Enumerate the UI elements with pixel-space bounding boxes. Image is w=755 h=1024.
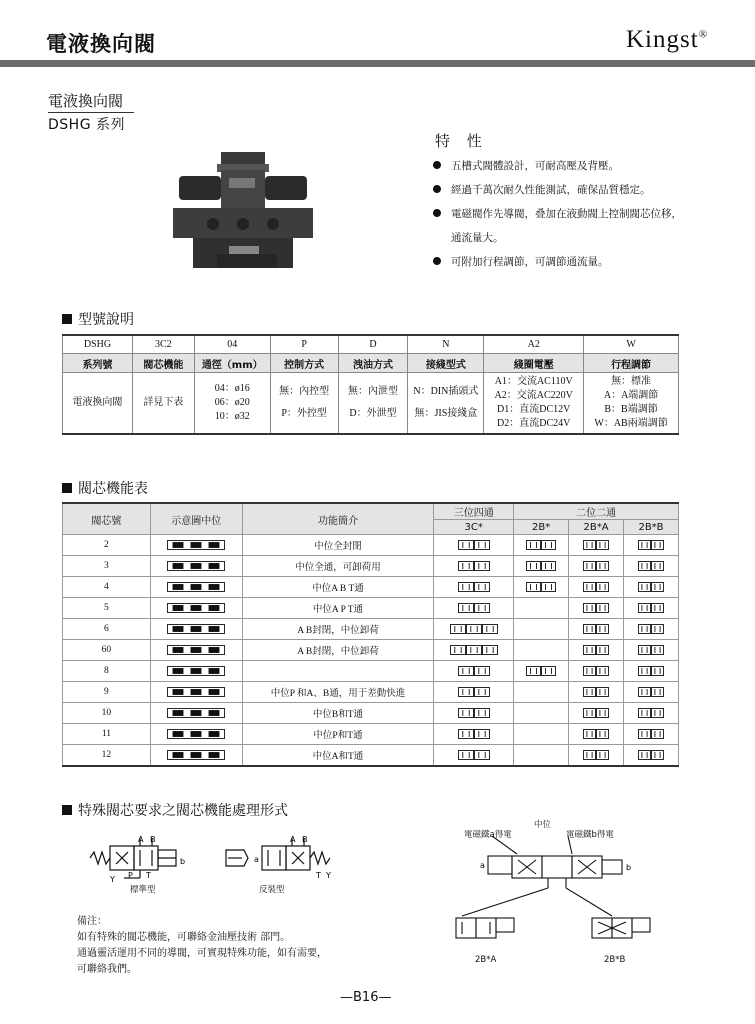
spool-desc — [242, 661, 434, 682]
spool-desc: 中位A B T通 — [242, 577, 434, 598]
two-position-b-symbol-icon — [638, 686, 664, 698]
series-value: 電液換向閥 — [63, 373, 133, 435]
spool-no: 4 — [63, 577, 151, 598]
center-position-label: 中位 — [534, 820, 552, 830]
page-header-title: 電液換向閥 — [46, 32, 156, 56]
special-section-heading — [62, 800, 288, 820]
code-cell: N — [408, 335, 484, 354]
symbol-2bb — [624, 682, 679, 703]
model-section-title: 型號說明 — [78, 312, 134, 328]
spool-schematic-icon — [167, 539, 225, 551]
spool-row — [63, 598, 679, 619]
three-position-symbol-icon — [458, 539, 490, 551]
square-bullet-icon — [62, 805, 72, 815]
three-position-symbol-icon — [458, 665, 490, 677]
registered-mark: ® — [698, 28, 709, 41]
spool-schematic — [150, 682, 242, 703]
symbol-2bb — [624, 577, 679, 598]
spool-schematic — [150, 661, 242, 682]
feature-text: 可附加行程調節，可調節通流量。 — [451, 256, 609, 268]
brand-name: Kingst — [626, 26, 699, 53]
feature-item-continued — [433, 232, 733, 245]
feature-text: 通流量大。 — [451, 232, 504, 244]
label-2ba: 2B*A — [475, 955, 497, 965]
spool-value: 詳見下表 — [132, 373, 194, 435]
symbol-2bb — [624, 556, 679, 577]
spool-desc: A B封閉，中位卸荷 — [242, 640, 434, 661]
spool-row — [63, 619, 679, 640]
symbol-2b — [514, 577, 569, 598]
code-cell: DSHG — [63, 335, 133, 354]
spool-desc: 中位P和T通 — [242, 724, 434, 745]
two-position-a-symbol-icon — [583, 728, 609, 740]
bullet-icon — [433, 257, 441, 265]
product-name-text: 電液換向閥 — [48, 92, 124, 110]
svg-text:B: B — [150, 835, 156, 844]
reversed-type-symbol — [218, 834, 336, 886]
spool-header-row-1 — [63, 503, 679, 520]
model-section-heading — [62, 309, 134, 329]
feature-item — [433, 160, 733, 173]
two-position-b-symbol-icon — [638, 560, 664, 572]
code-row — [63, 335, 679, 354]
symbol-3c — [434, 682, 514, 703]
note-line: 通過靈活運用不同的導閥，可實現特殊功能，如有需要， — [77, 948, 327, 959]
valve-photo — [173, 150, 313, 275]
feature-item — [433, 208, 733, 221]
header-2bb: 2B*B — [624, 520, 679, 535]
symbol-2ba — [569, 745, 624, 767]
symbol-2ba — [569, 535, 624, 556]
symbol-3c — [434, 703, 514, 724]
spool-schematic-icon — [167, 728, 225, 740]
spool-desc: A B封閉，中位卸荷 — [242, 619, 434, 640]
coil-a-label: 電磁鐵a得電 — [464, 830, 512, 840]
voltage-values: A1：交流AC110V A2：交流AC220V D1：直流DC12V D2：直流DC24V — [484, 373, 584, 435]
product-name-underline — [48, 112, 134, 113]
symbol-2bb — [624, 745, 679, 767]
svg-text:P: P — [128, 871, 133, 880]
three-position-symbol-icon — [458, 707, 490, 719]
spool-no: 8 — [63, 661, 151, 682]
two-position-a-symbol-icon — [583, 749, 609, 761]
note-line: 可聯絡我們。 — [77, 964, 137, 975]
symbol-2ba — [569, 640, 624, 661]
symbol-2bb — [624, 703, 679, 724]
three-position-symbol-icon — [458, 560, 490, 572]
symbol-2bb — [624, 535, 679, 556]
spool-schematic — [150, 556, 242, 577]
symbol-3c — [434, 619, 514, 640]
symbol-2ba — [569, 598, 624, 619]
svg-text:B: B — [302, 835, 308, 844]
spool-section-heading — [62, 478, 148, 498]
svg-text:T: T — [146, 871, 151, 880]
code-cell: W — [584, 335, 679, 354]
symbol-2b — [514, 640, 569, 661]
two-position-b-symbol-icon — [638, 623, 664, 635]
symbol-3c — [434, 745, 514, 767]
bullet-icon — [433, 209, 441, 217]
two-position-b-symbol-icon — [638, 728, 664, 740]
two-position-b-symbol-icon — [638, 581, 664, 593]
spool-row — [63, 745, 679, 767]
header-divider-bar — [0, 60, 755, 67]
drain-values: 無：內泄型 D：外泄型 — [338, 373, 408, 435]
spool-row — [63, 703, 679, 724]
spool-no: 2 — [63, 535, 151, 556]
square-bullet-icon — [62, 314, 72, 324]
product-series: DSHG 系列 — [48, 117, 125, 133]
spool-row — [63, 577, 679, 598]
header-cell: 系列號 — [63, 354, 133, 373]
three-position-symbol-icon — [458, 581, 490, 593]
spool-desc: 中位B和T通 — [242, 703, 434, 724]
symbol-3c — [434, 598, 514, 619]
symbol-2bb — [624, 661, 679, 682]
brand-logo — [626, 26, 708, 54]
symbol-2ba — [569, 619, 624, 640]
note-block — [77, 914, 327, 978]
feature-item — [433, 256, 733, 269]
spool-row — [63, 661, 679, 682]
stroke-values: 無：標准 A：A端調節 B：B端調節 W：AB兩端調節 — [584, 373, 679, 435]
coil-b-label: 電磁鐵b得電 — [566, 830, 614, 840]
svg-text:b: b — [180, 857, 186, 866]
three-position-symbol-icon — [458, 686, 490, 698]
symbol-2ba — [569, 661, 624, 682]
symbol-2ba — [569, 724, 624, 745]
spool-schematic-icon — [167, 581, 225, 593]
spool-schematic-icon — [167, 749, 225, 761]
header-cell: 閥芯機能 — [132, 354, 194, 373]
header-cell: 接綫型式 — [408, 354, 484, 373]
header-schematic: 示意圖中位 — [150, 503, 242, 535]
two-position-a-symbol-icon — [583, 644, 609, 656]
feature-text: 經過千萬次耐久性能測試，確保品質穩定。 — [451, 184, 651, 196]
symbol-2b — [514, 619, 569, 640]
two-position-a-symbol-icon — [583, 560, 609, 572]
standard-type-label: 標準型 — [130, 885, 156, 895]
standard-type-symbol — [88, 834, 200, 886]
spool-schematic-icon — [167, 560, 225, 572]
two-position-symbol-icon — [526, 665, 556, 677]
header-row — [63, 354, 679, 373]
spool-section-title: 閥芯機能表 — [78, 481, 148, 497]
spool-row — [63, 535, 679, 556]
special-function-diagram — [452, 836, 662, 956]
code-cell: A2 — [484, 335, 584, 354]
spool-schematic — [150, 598, 242, 619]
spool-no: 11 — [63, 724, 151, 745]
svg-text:a: a — [254, 855, 259, 864]
svg-text:Y: Y — [110, 875, 115, 884]
code-cell: D — [338, 335, 408, 354]
header-cell: 洩油方式 — [338, 354, 408, 373]
symbol-2ba — [569, 682, 624, 703]
spool-no: 10 — [63, 703, 151, 724]
symbol-2b — [514, 682, 569, 703]
symbol-2bb — [624, 598, 679, 619]
spool-schematic — [150, 577, 242, 598]
two-position-b-symbol-icon — [638, 644, 664, 656]
symbol-3c — [434, 556, 514, 577]
three-position-symbol-icon — [450, 644, 498, 656]
spool-no: 60 — [63, 640, 151, 661]
symbol-3c — [434, 640, 514, 661]
spool-schematic-icon — [167, 686, 225, 698]
spool-schematic — [150, 535, 242, 556]
special-section-title: 特殊閥芯要求之閥芯機能處理形式 — [78, 803, 288, 819]
symbol-2b — [514, 598, 569, 619]
spool-schematic — [150, 724, 242, 745]
spool-desc: 中位全通，可卸荷用 — [242, 556, 434, 577]
feature-text: 五槽式閥體設計，可耐高壓及背壓。 — [451, 160, 619, 172]
spool-schematic-icon — [167, 623, 225, 635]
feature-item — [433, 184, 733, 197]
header-cell: 綫圈電壓 — [484, 354, 584, 373]
spool-schematic — [150, 703, 242, 724]
spool-no: 3 — [63, 556, 151, 577]
two-position-b-symbol-icon — [638, 539, 664, 551]
svg-text:T: T — [316, 871, 321, 880]
spool-schematic-icon — [167, 644, 225, 656]
two-position-a-symbol-icon — [583, 707, 609, 719]
header-cell: 通徑（mm） — [194, 354, 270, 373]
symbol-2b — [514, 703, 569, 724]
spool-row — [63, 640, 679, 661]
code-cell: 04 — [194, 335, 270, 354]
symbol-2b — [514, 724, 569, 745]
spool-schematic-icon — [167, 665, 225, 677]
value-row — [63, 373, 679, 435]
code-cell: 3C2 — [132, 335, 194, 354]
label-2bb: 2B*B — [604, 955, 626, 965]
spool-schematic-icon — [167, 707, 225, 719]
spool-schematic-icon — [167, 602, 225, 614]
header-2ba: 2B*A — [569, 520, 624, 535]
symbol-3c — [434, 661, 514, 682]
svg-text:Y: Y — [326, 871, 331, 880]
symbol-3c — [434, 577, 514, 598]
header-function: 功能簡介 — [242, 503, 434, 535]
spool-schematic — [150, 745, 242, 767]
symbol-2b — [514, 745, 569, 767]
three-position-symbol-icon — [458, 728, 490, 740]
two-position-b-symbol-icon — [638, 707, 664, 719]
header-cell: 控制方式 — [270, 354, 338, 373]
bullet-icon — [433, 185, 441, 193]
two-position-b-symbol-icon — [638, 602, 664, 614]
spool-row — [63, 556, 679, 577]
spool-desc: 中位A和T通 — [242, 745, 434, 767]
spool-table-body — [63, 535, 679, 767]
product-name — [48, 90, 123, 111]
reversed-type-label: 反裝型 — [259, 885, 285, 895]
spool-schematic — [150, 640, 242, 661]
symbol-2bb — [624, 619, 679, 640]
features-title: 特 性 — [435, 132, 488, 150]
two-position-a-symbol-icon — [583, 665, 609, 677]
symbol-2bb — [624, 640, 679, 661]
two-position-symbol-icon — [526, 581, 556, 593]
spool-schematic — [150, 619, 242, 640]
two-position-a-symbol-icon — [583, 539, 609, 551]
symbol-2ba — [569, 703, 624, 724]
symbol-2ba — [569, 556, 624, 577]
control-values: 無：內控型 P：外控型 — [270, 373, 338, 435]
code-cell: P — [270, 335, 338, 354]
symbol-2b — [514, 556, 569, 577]
two-position-a-symbol-icon — [583, 623, 609, 635]
spool-row — [63, 682, 679, 703]
spool-row — [63, 724, 679, 745]
symbol-3c — [434, 724, 514, 745]
svg-text:A: A — [138, 835, 144, 844]
three-position-symbol-icon — [450, 623, 498, 635]
two-position-symbol-icon — [526, 560, 556, 572]
wiring-values: N：DIN插頭式 無：JIS接綫盒 — [408, 373, 484, 435]
note-title: 備注： — [77, 916, 107, 927]
header-spool-no: 閥芯號 — [63, 503, 151, 535]
square-bullet-icon — [62, 483, 72, 493]
model-code-table — [62, 334, 679, 435]
bullet-icon — [433, 161, 441, 169]
header-cell: 行程調節 — [584, 354, 679, 373]
spool-no: 5 — [63, 598, 151, 619]
features-list — [433, 160, 733, 280]
two-position-b-symbol-icon — [638, 665, 664, 677]
spool-function-table — [62, 502, 679, 767]
header-3c: 3C* — [434, 520, 514, 535]
symbol-3c — [434, 535, 514, 556]
two-position-a-symbol-icon — [583, 686, 609, 698]
page-number: —B16— — [340, 990, 392, 1005]
header-2b: 2B* — [514, 520, 569, 535]
symbol-2ba — [569, 577, 624, 598]
three-position-symbol-icon — [458, 749, 490, 761]
spool-no: 6 — [63, 619, 151, 640]
spool-no: 12 — [63, 745, 151, 767]
diameter-values: 04：ø16 06：ø20 10：ø32 — [194, 373, 270, 435]
note-line: 如有特殊的閥芯機能，可聯絡金油壓技術 部門。 — [77, 932, 291, 943]
spool-desc: 中位P 和A、B通，用于差動快進 — [242, 682, 434, 703]
svg-text:a: a — [480, 861, 485, 870]
svg-text:b: b — [626, 863, 632, 872]
two-position-symbol-icon — [526, 539, 556, 551]
symbol-2b — [514, 661, 569, 682]
two-position-a-symbol-icon — [583, 581, 609, 593]
two-position-b-symbol-icon — [638, 749, 664, 761]
header-three-pos: 三位四通 — [434, 503, 514, 520]
symbol-2b — [514, 535, 569, 556]
two-position-a-symbol-icon — [583, 602, 609, 614]
header-two-pos: 二位二通 — [514, 503, 679, 520]
three-position-symbol-icon — [458, 602, 490, 614]
symbol-2bb — [624, 724, 679, 745]
spool-desc: 中位全封閉 — [242, 535, 434, 556]
spool-no: 9 — [63, 682, 151, 703]
spool-desc: 中位A P T通 — [242, 598, 434, 619]
svg-text:A: A — [290, 835, 296, 844]
feature-text: 電磁閥作先導閥，叠加在液動閥上控制閥芯位移， — [451, 208, 682, 220]
